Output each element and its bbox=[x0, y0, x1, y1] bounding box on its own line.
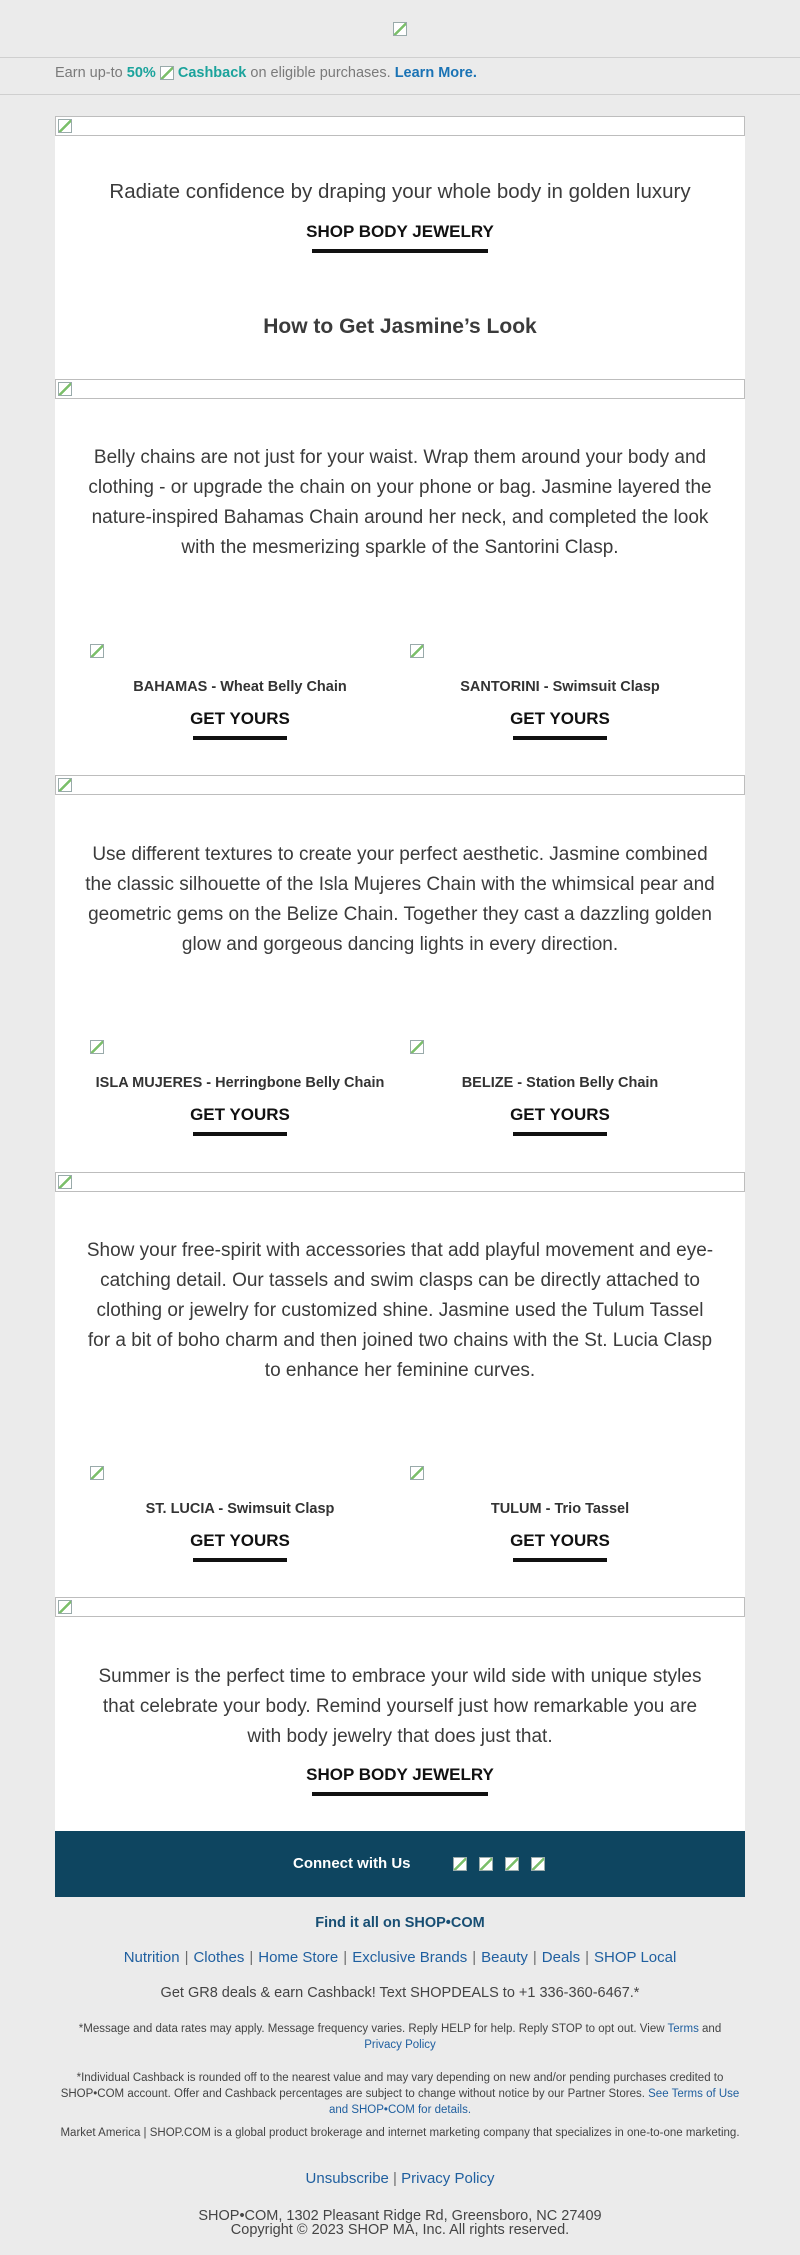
section-3-text: Show your free-spirit with accessories that add playful movement and eye-catching detail. Our tassels and swim clasps can be directly attached to clothing or jewelry for customized shine. Jasmine used the Tulum Tassel for a bit of boho charm and then joined two chains with the St. Lucia Clasp to enhance her feminine curves. bbox=[86, 1240, 714, 1381]
product-isla-mujeres-underline bbox=[193, 1132, 287, 1136]
message-rates-note bbox=[60, 2021, 740, 2053]
market-america-note: Market America | SHOP.COM is a global product brokerage and internet marketing company that specializes in one-to-one marketing. bbox=[60, 2127, 740, 2139]
cashback-prefix: Earn up-to bbox=[55, 65, 123, 81]
section-title: How to Get Jasmine’s Look bbox=[263, 315, 537, 338]
logo-image[interactable] bbox=[393, 22, 407, 36]
find-all-heading[interactable]: Find it all on SHOP•COM bbox=[315, 1915, 485, 1931]
cashback-bar bbox=[55, 65, 477, 81]
product-belize-get-yours-button[interactable]: GET YOURS bbox=[510, 1105, 610, 1124]
nav-link-beauty[interactable]: Beauty bbox=[481, 1949, 528, 1966]
pinterest-icon[interactable] bbox=[531, 1857, 545, 1871]
hero-text: Radiate confidence by draping your whole body in golden luxury bbox=[109, 180, 691, 203]
nav-link-shop-local[interactable]: SHOP Local bbox=[594, 1949, 677, 1966]
section-2-text: Use different textures to create your perfect aesthetic. Jasmine combined the classic silhouette of the Isla Mujeres Chain with the whimsical pear and geometric gems on the Belize Chain. Together they cast a dazzling golden glow and gorgeous dancing lights in every direction. bbox=[85, 844, 715, 955]
product-isla-mujeres-image[interactable] bbox=[90, 1040, 104, 1054]
closing-image[interactable] bbox=[55, 1597, 745, 1617]
hero-image[interactable] bbox=[55, 116, 745, 136]
cashback-divider bbox=[0, 94, 800, 95]
section-3-image[interactable] bbox=[55, 1172, 745, 1192]
nav-link-deals[interactable]: Deals bbox=[541, 1949, 581, 1966]
product-tulum-underline bbox=[513, 1558, 607, 1562]
facebook-icon[interactable] bbox=[453, 1857, 467, 1871]
twitter-icon[interactable] bbox=[479, 1857, 493, 1871]
sms-privacy-policy-link[interactable]: Privacy Policy bbox=[364, 2039, 436, 2051]
product-st-lucia-name: ST. LUCIA - Swimsuit Clasp bbox=[145, 1501, 335, 1517]
product-belize-underline bbox=[513, 1132, 607, 1136]
and-text: and bbox=[702, 2023, 722, 2035]
nav-link-nutrition[interactable]: Nutrition bbox=[123, 1949, 180, 1966]
see-terms-link[interactable]: See Terms of Use and SHOP•COM for details. bbox=[328, 2088, 740, 2116]
closing-cta-underline bbox=[312, 1792, 488, 1796]
product-santorini-get-yours-button[interactable]: GET YOURS bbox=[510, 709, 610, 728]
product-st-lucia-underline bbox=[193, 1558, 287, 1562]
copyright: Copyright © 2023 SHOP MA, Inc. All rights reserved. bbox=[230, 2222, 570, 2238]
sms-offer: Get GR8 deals & earn Cashback! Text SHOPDEALS to +1 336-360-6467.* bbox=[160, 1985, 640, 2001]
product-tulum-get-yours-button[interactable]: GET YOURS bbox=[510, 1531, 610, 1550]
product-bahamas-image[interactable] bbox=[90, 644, 104, 658]
cashback-icon bbox=[160, 66, 174, 80]
product-bahamas-get-yours-button[interactable]: GET YOURS bbox=[190, 709, 290, 728]
company-address: SHOP•COM, 1302 Pleasant Ridge Rd, Greensboro, NC 27409 bbox=[198, 2208, 602, 2224]
closing-shop-body-jewelry-button[interactable]: SHOP BODY JEWELRY bbox=[306, 1765, 494, 1784]
product-bahamas-name: BAHAMAS - Wheat Belly Chain bbox=[133, 679, 347, 695]
product-belize-name: BELIZE - Station Belly Chain bbox=[461, 1075, 659, 1091]
nav-link-exclusive-brands[interactable]: Exclusive Brands bbox=[352, 1949, 468, 1966]
product-isla-mujeres-get-yours-button[interactable]: GET YOURS bbox=[190, 1105, 290, 1124]
cashback-label: Cashback bbox=[177, 65, 247, 81]
cashback-suffix: on eligible purchases. bbox=[250, 65, 391, 81]
section-1-image[interactable] bbox=[55, 379, 745, 399]
footer-nav: Nutrition | Clothes | Home Store | Exclusive Brands | Beauty | Deals | SHOP Local bbox=[123, 1949, 677, 1966]
nav-link-clothes[interactable]: Clothes bbox=[193, 1949, 245, 1966]
privacy-policy-link[interactable]: Privacy Policy bbox=[401, 2170, 495, 2187]
cashback-note bbox=[60, 2070, 740, 2118]
product-st-lucia-get-yours-button[interactable]: GET YOURS bbox=[190, 1531, 290, 1550]
product-tulum-name: TULUM - Trio Tassel bbox=[490, 1501, 630, 1517]
product-tulum-image[interactable] bbox=[410, 1466, 424, 1480]
unsubscribe-links: Unsubscribe | Privacy Policy bbox=[305, 2170, 495, 2187]
hero-shop-body-jewelry-button[interactable]: SHOP BODY JEWELRY bbox=[306, 222, 494, 241]
closing-text: Summer is the perfect time to embrace your wild side with unique styles that celebrate your body. Remind yourself just how remarkable you are with body jewelry that does just that. bbox=[98, 1666, 702, 1747]
nav-link-home-store[interactable]: Home Store bbox=[258, 1949, 339, 1966]
section-1-text: Belly chains are not just for your waist. Wrap them around your body and clothing - or upgrade the chain on your phone or bag. Jasmine layered the nature-inspired Bahamas Chain around her neck, and completed the look with the mesmerizing sparkle of the Santorini Clasp. bbox=[88, 447, 712, 558]
product-bahamas-underline bbox=[193, 736, 287, 740]
product-santorini-image[interactable] bbox=[410, 644, 424, 658]
unsubscribe-link[interactable]: Unsubscribe bbox=[305, 2170, 389, 2187]
learn-more-link[interactable]: Learn More. bbox=[394, 65, 477, 81]
connect-label: Connect with Us bbox=[293, 1855, 411, 1872]
product-santorini-underline bbox=[513, 736, 607, 740]
header-divider bbox=[0, 57, 800, 58]
product-belize-image[interactable] bbox=[410, 1040, 424, 1054]
hero-cta-underline bbox=[312, 249, 488, 253]
cashback-percent: 50% bbox=[126, 65, 156, 81]
product-santorini-name: SANTORINI - Swimsuit Clasp bbox=[460, 679, 660, 695]
message-rates-text: *Message and data rates may apply. Message frequency varies. Reply HELP for help. Reply STOP to opt out. View bbox=[78, 2023, 665, 2035]
product-st-lucia-image[interactable] bbox=[90, 1466, 104, 1480]
main-content bbox=[55, 116, 745, 1831]
product-isla-mujeres-name: ISLA MUJERES - Herringbone Belly Chain bbox=[95, 1075, 385, 1091]
section-2-image[interactable] bbox=[55, 775, 745, 795]
terms-link[interactable]: Terms bbox=[667, 2023, 699, 2035]
cashback-note-text: *Individual Cashback is rounded off to the nearest value and may vary depending on new and/or pending purchases credited to SHOP•COM account. Offer and Cashback percentages are subject to change without notice by our Partner Stores. bbox=[60, 2072, 724, 2100]
instagram-icon[interactable] bbox=[505, 1857, 519, 1871]
